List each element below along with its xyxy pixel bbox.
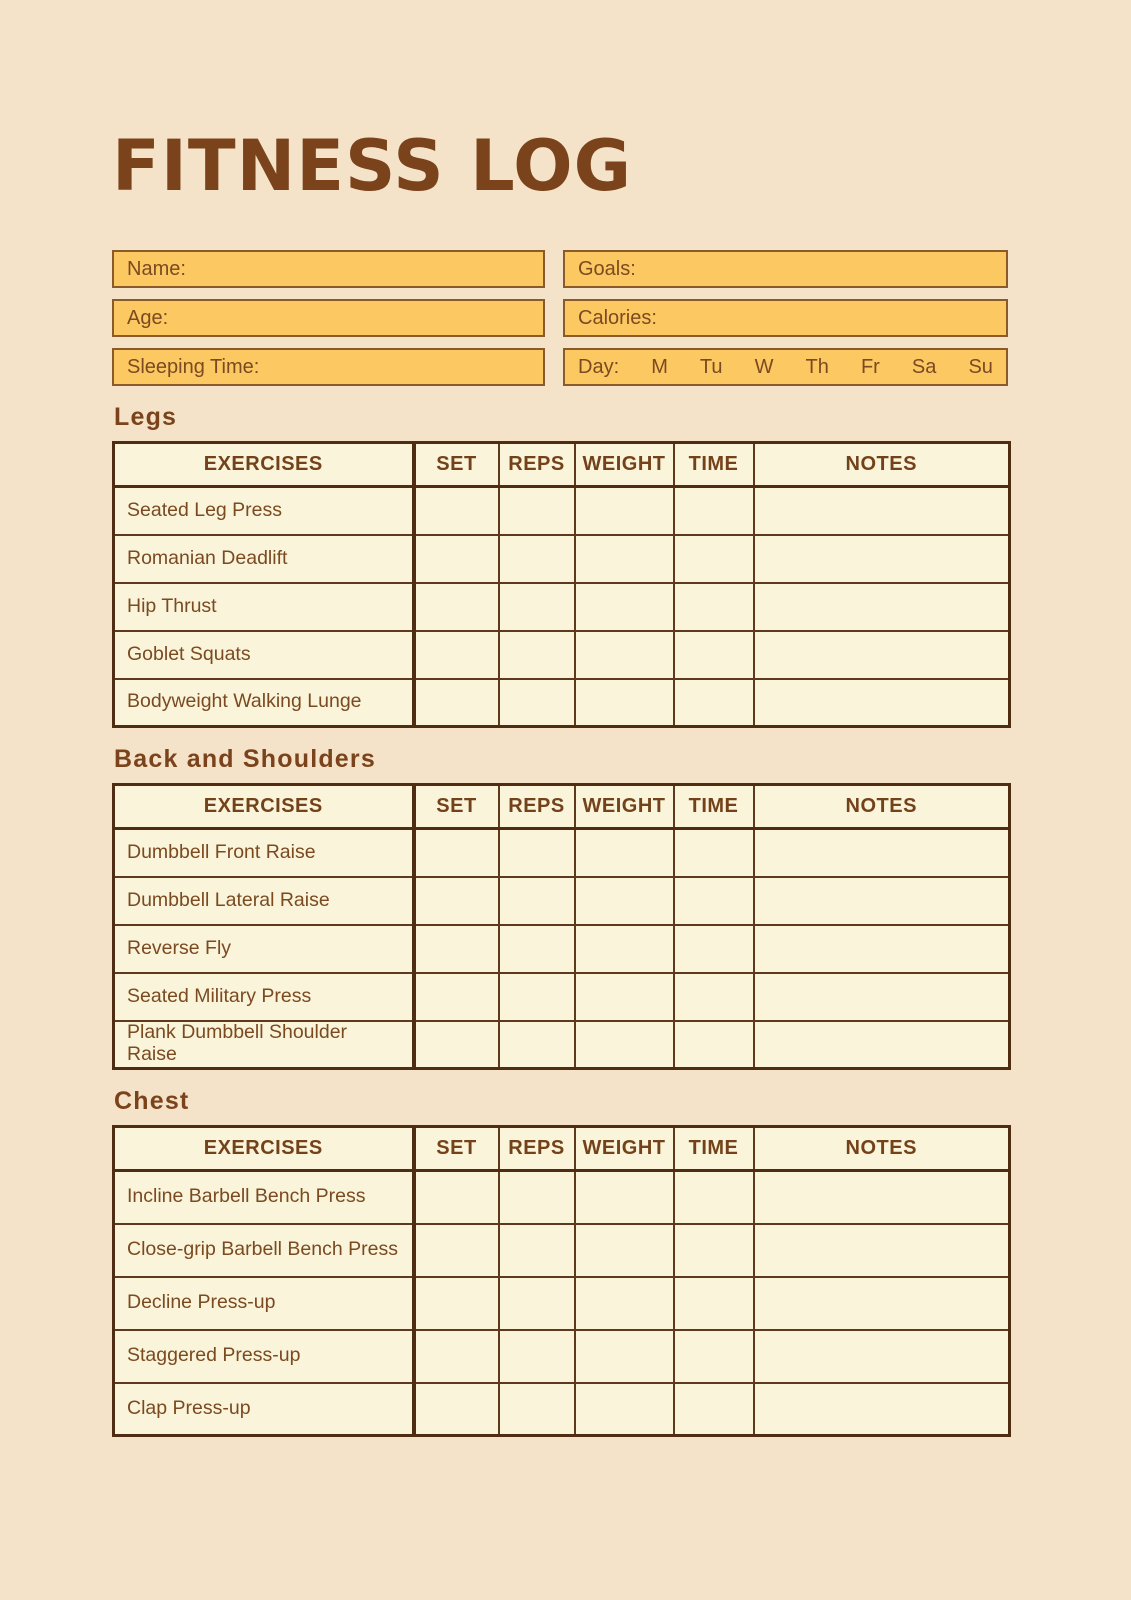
column-header-exercises: EXERCISES <box>114 443 414 487</box>
notes-entry-cell[interactable] <box>754 1171 1010 1224</box>
column-header-notes: NOTES <box>754 443 1010 487</box>
notes-entry-cell[interactable] <box>754 679 1010 727</box>
age-field[interactable] <box>112 299 545 337</box>
exercise-row <box>114 1171 1010 1224</box>
exercise-row <box>114 535 1010 583</box>
name-field-label: Name: <box>127 257 186 280</box>
goals-field[interactable] <box>563 250 1008 288</box>
exercise-name-cell: Bodyweight Walking Lunge <box>114 679 414 727</box>
notes-entry-cell[interactable] <box>754 631 1010 679</box>
time-entry-cell[interactable] <box>674 829 754 877</box>
weight-entry-cell[interactable] <box>575 631 674 679</box>
reps-entry-cell[interactable] <box>499 973 575 1021</box>
column-header-set: SET <box>414 1127 499 1171</box>
reps-entry-cell[interactable] <box>499 1330 575 1383</box>
weight-entry-cell[interactable] <box>575 679 674 727</box>
reps-entry-cell[interactable] <box>499 679 575 727</box>
exercise-row <box>114 877 1010 925</box>
column-header-notes: NOTES <box>754 785 1010 829</box>
set-entry-cell[interactable] <box>414 535 499 583</box>
weight-entry-cell[interactable] <box>575 925 674 973</box>
exercise-row <box>114 1277 1010 1330</box>
notes-entry-cell[interactable] <box>754 487 1010 535</box>
exercise-table <box>112 1125 1011 1437</box>
weight-entry-cell[interactable] <box>575 1224 674 1277</box>
exercise-name-cell: Hip Thrust <box>114 583 414 631</box>
exercise-row <box>114 487 1010 535</box>
exercise-name-cell: Decline Press-up <box>114 1277 414 1330</box>
set-entry-cell[interactable] <box>414 1224 499 1277</box>
time-entry-cell[interactable] <box>674 1171 754 1224</box>
notes-entry-cell[interactable] <box>754 877 1010 925</box>
column-header-time: TIME <box>674 1127 754 1171</box>
weight-entry-cell[interactable] <box>575 1171 674 1224</box>
reps-entry-cell[interactable] <box>499 631 575 679</box>
set-entry-cell[interactable] <box>414 583 499 631</box>
table-header-row <box>114 785 1010 829</box>
reps-entry-cell[interactable] <box>499 583 575 631</box>
weight-entry-cell[interactable] <box>575 877 674 925</box>
notes-entry-cell[interactable] <box>754 973 1010 1021</box>
time-entry-cell[interactable] <box>674 535 754 583</box>
column-header-exercises: EXERCISES <box>114 1127 414 1171</box>
calories-field-label: Calories: <box>578 306 657 329</box>
set-entry-cell[interactable] <box>414 631 499 679</box>
set-entry-cell[interactable] <box>414 973 499 1021</box>
column-header-weight: WEIGHT <box>575 1127 674 1171</box>
goals-field-label: Goals: <box>578 257 636 280</box>
column-header-time: TIME <box>674 443 754 487</box>
exercise-name-cell: Clap Press-up <box>114 1383 414 1436</box>
exercise-name-cell: Plank Dumbbell Shoulder Raise <box>114 1021 414 1069</box>
time-entry-cell[interactable] <box>674 925 754 973</box>
section-title: Chest <box>114 1087 190 1115</box>
time-entry-cell[interactable] <box>674 1383 754 1436</box>
set-entry-cell[interactable] <box>414 1277 499 1330</box>
weight-entry-cell[interactable] <box>575 1383 674 1436</box>
column-header-reps: REPS <box>499 1127 575 1171</box>
set-entry-cell[interactable] <box>414 487 499 535</box>
exercise-row <box>114 1383 1010 1436</box>
exercise-name-cell: Romanian Deadlift <box>114 535 414 583</box>
exercise-name-cell: Reverse Fly <box>114 925 414 973</box>
day-option-w[interactable]: W <box>754 355 774 378</box>
name-field[interactable] <box>112 250 545 288</box>
notes-entry-cell[interactable] <box>754 535 1010 583</box>
set-entry-cell[interactable] <box>414 679 499 727</box>
exercise-sections <box>112 403 1008 1437</box>
calories-field[interactable] <box>563 299 1008 337</box>
day-option-m[interactable]: M <box>651 355 668 378</box>
time-entry-cell[interactable] <box>674 1021 754 1069</box>
time-entry-cell[interactable] <box>674 1277 754 1330</box>
exercise-row <box>114 1224 1010 1277</box>
reps-entry-cell[interactable] <box>499 925 575 973</box>
column-header-reps: REPS <box>499 785 575 829</box>
notes-entry-cell[interactable] <box>754 1021 1010 1069</box>
column-header-weight: WEIGHT <box>575 443 674 487</box>
column-header-set: SET <box>414 785 499 829</box>
weight-entry-cell[interactable] <box>575 1330 674 1383</box>
day-option-su[interactable]: Su <box>968 355 993 378</box>
reps-entry-cell[interactable] <box>499 1383 575 1436</box>
day-option-th[interactable]: Th <box>805 355 829 378</box>
weight-entry-cell[interactable] <box>575 1277 674 1330</box>
reps-entry-cell[interactable] <box>499 1171 575 1224</box>
exercise-row <box>114 631 1010 679</box>
exercise-row <box>114 1021 1010 1069</box>
time-entry-cell[interactable] <box>674 487 754 535</box>
set-entry-cell[interactable] <box>414 1330 499 1383</box>
time-entry-cell[interactable] <box>674 1224 754 1277</box>
notes-entry-cell[interactable] <box>754 583 1010 631</box>
reps-entry-cell[interactable] <box>499 1021 575 1069</box>
sleeping-time-field[interactable] <box>112 348 545 386</box>
set-entry-cell[interactable] <box>414 1383 499 1436</box>
notes-entry-cell[interactable] <box>754 829 1010 877</box>
exercise-section <box>112 1087 1008 1437</box>
reps-entry-cell[interactable] <box>499 1224 575 1277</box>
column-header-time: TIME <box>674 785 754 829</box>
reps-entry-cell[interactable] <box>499 535 575 583</box>
exercise-section <box>112 403 1008 728</box>
set-entry-cell[interactable] <box>414 1021 499 1069</box>
reps-entry-cell[interactable] <box>499 1277 575 1330</box>
exercise-name-cell: Seated Military Press <box>114 973 414 1021</box>
day-field-label: Day: <box>578 355 620 378</box>
exercise-name-cell: Dumbbell Front Raise <box>114 829 414 877</box>
section-title: Back and Shoulders <box>114 745 376 773</box>
table-header-row <box>114 1127 1010 1171</box>
exercise-name-cell: Goblet Squats <box>114 631 414 679</box>
set-entry-cell[interactable] <box>414 877 499 925</box>
day-field <box>563 348 1008 386</box>
reps-entry-cell[interactable] <box>499 829 575 877</box>
exercise-name-cell: Incline Barbell Bench Press <box>114 1171 414 1224</box>
column-header-notes: NOTES <box>754 1127 1010 1171</box>
exercise-name-cell: Staggered Press-up <box>114 1330 414 1383</box>
weight-entry-cell[interactable] <box>575 535 674 583</box>
time-entry-cell[interactable] <box>674 973 754 1021</box>
exercise-name-cell: Close-grip Barbell Bench Press <box>114 1224 414 1277</box>
weight-entry-cell[interactable] <box>575 829 674 877</box>
time-entry-cell[interactable] <box>674 679 754 727</box>
time-entry-cell[interactable] <box>674 877 754 925</box>
exercise-row <box>114 829 1010 877</box>
notes-entry-cell[interactable] <box>754 1224 1010 1277</box>
exercise-section <box>112 745 1008 1070</box>
notes-entry-cell[interactable] <box>754 1330 1010 1383</box>
exercise-row <box>114 583 1010 631</box>
set-entry-cell[interactable] <box>414 925 499 973</box>
exercise-row <box>114 925 1010 973</box>
column-header-weight: WEIGHT <box>575 785 674 829</box>
exercise-table <box>112 783 1011 1070</box>
table-header-row <box>114 443 1010 487</box>
set-entry-cell[interactable] <box>414 829 499 877</box>
page-title: FITNESS LOG <box>112 125 633 207</box>
day-option-fr[interactable]: Fr <box>860 355 880 378</box>
weight-entry-cell[interactable] <box>575 973 674 1021</box>
time-entry-cell[interactable] <box>674 583 754 631</box>
exercise-row <box>114 1330 1010 1383</box>
exercise-table <box>112 441 1011 728</box>
notes-entry-cell[interactable] <box>754 1277 1010 1330</box>
day-option-sa[interactable]: Sa <box>911 355 937 378</box>
weight-entry-cell[interactable] <box>575 487 674 535</box>
column-header-exercises: EXERCISES <box>114 785 414 829</box>
weight-entry-cell[interactable] <box>575 583 674 631</box>
notes-entry-cell[interactable] <box>754 925 1010 973</box>
reps-entry-cell[interactable] <box>499 487 575 535</box>
column-header-reps: REPS <box>499 443 575 487</box>
section-title: Legs <box>114 403 178 431</box>
time-entry-cell[interactable] <box>674 631 754 679</box>
reps-entry-cell[interactable] <box>499 877 575 925</box>
age-field-label: Age: <box>127 306 169 329</box>
exercise-row <box>114 679 1010 727</box>
set-entry-cell[interactable] <box>414 1171 499 1224</box>
day-option-tu[interactable]: Tu <box>699 355 723 378</box>
exercise-name-cell: Seated Leg Press <box>114 487 414 535</box>
exercise-name-cell: Dumbbell Lateral Raise <box>114 877 414 925</box>
profile-fields <box>112 250 1008 386</box>
exercise-row <box>114 973 1010 1021</box>
sleeping-time-field-label: Sleeping Time: <box>127 355 260 378</box>
time-entry-cell[interactable] <box>674 1330 754 1383</box>
column-header-set: SET <box>414 443 499 487</box>
weight-entry-cell[interactable] <box>575 1021 674 1069</box>
notes-entry-cell[interactable] <box>754 1383 1010 1436</box>
